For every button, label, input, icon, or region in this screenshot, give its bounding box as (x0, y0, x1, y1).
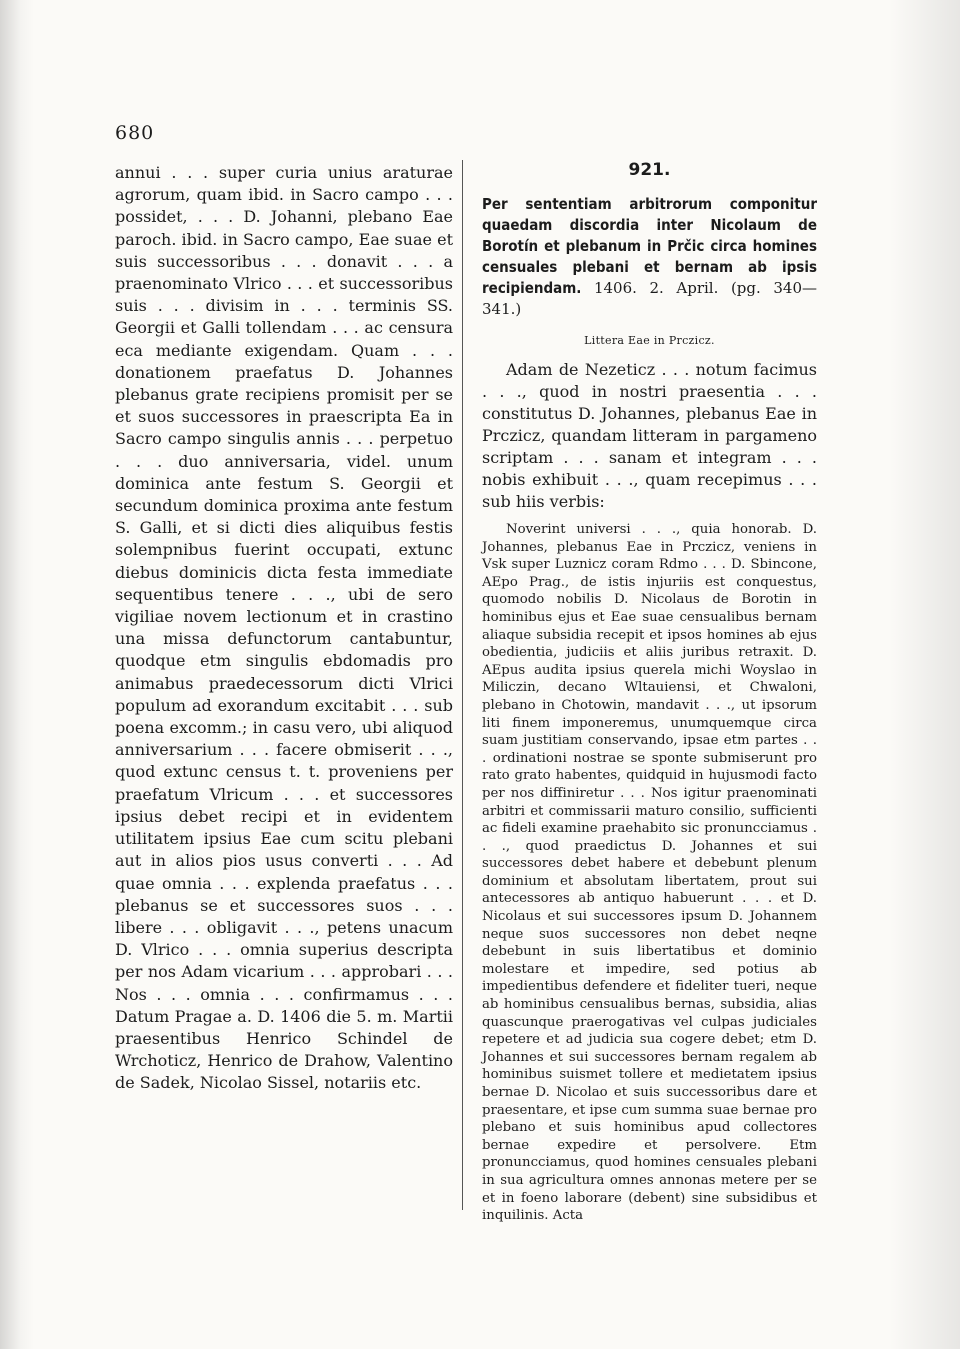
document-heading-text: Per sententiam arbitrorum componitur quaedam discordia inter Nicolaum de Borotín et plebanum in Prčic circa homines censuales plebani et bernam ab ipsis recipiendam. (482, 195, 817, 297)
right-column (482, 160, 817, 1225)
document-heading (482, 194, 817, 320)
document-number: 921. (628, 160, 671, 180)
scan-shadow-right (890, 0, 960, 1349)
document-subtitle: Littera Eae in Prczicz. (584, 334, 715, 347)
page-number: 680 (115, 122, 155, 144)
left-column-text: annui . . . super curia unius araturae agrorum, quam ibid. in Sacro campo . . . possidet, . . . D. Johanni, plebano Eae paroch. ibid. in Sacro campo, Eae suae et suis successoribus . . . donavit . . . a praenominato Vlrico . . . et successoribus suis . . . divisim in . . . terminis SS. Georgii et Galli tollendam . . . ac censura eca mediante exigendam. Quam . . . donationem praefatus D. Johannes plebanus grate recipiens promisit per se et suos successores in praescripta Ea in Sacro campo singulis annis . . . perpetuo . . . duo anniversaria, videl. unum dominica ante festum S. Georgii et secundum dominica proxima ante festum S. Galli, et si dicti dies aliquibus festis solempnibus fuerint occupati, extunc diebus dominicis dicta festa immediate sequentibus tenere . . ., ubi de sero vigiliae novem lectionum et in crastino una missa defunctorum cantabuntur, quodque etm singulis ebdomadis pro animabus praedecessorum dicti Vlrici populum ad exorandum excitabit . . . sub poena excomm.; in casu vero, ubi aliquod anniversarium . . . facere obmiserit . . ., quod extunc census t. t. proveniens per praefatum Vlricum . . . et successores ipsius debet recipi et in evidentem utilitatem ipsius Eae cum scitu plebani aut in alios pios usus converti . . . Ad quae omnia . . . explenda praefatus . . . plebanus se et successores suos . . . libere . . . obligavit . . ., petens unacum D. Vlrico . . . omnia superius descripta per nos Adam vicarium . . . approbari . . . Nos . . . omnia . . . confirmamus . . . Datum Pragae a. D. 1406 die 5. m. Martii praesentibus Henrico Schindel de Wrchoticz, Henrico de Drahow, Valentino de Sadek, Nicolao Sissel, notariis etc. (115, 163, 453, 1093)
document-body: Noverint universi . . ., quia honorab. D. Johannes, plebanus Eae in Prczicz, veniens in Vsk super Luznicz coram Rdmo . . . D. Sbincone, AEpo Prag., de istis injuriis est conquestus, quomodo nobilis D. Nicolaus de Borotin in hominibus ejus et Eae suae censualibus bernam aliaque subsidia recepit et ipsos homines ab ejus obedientia, judiciis et aliis juribus retraxit. D. AEpus audita ipsius querela michi Woyslao in Miliczin, decano Wltauiensi, et Chwaloni, plebano in Chotowin, mandavit . . ., ut ipsorum liti finem imponeremus, unumquemque circa suam justitiam conservando, ipsae etm partes . . . ordinationi nostrae se sponte submiserunt pro rato grato habentes, quidquid in hujusmodi facto per nos diffiniretur . . . Nos igitur praenominati arbitri et commissarii maturo consilio, sufficienti ac fideli examine praehabito sic pronuncciamus . . ., quod praedictus D. Johannes et sui successores debet habere et debebunt plenum dominium et absolutam libertatem, prout sui antecessores ab antiquo habuerunt . . . et D. Nicolaus et sui successores ipsum D. Johannem neque suos successores non debet neqne debebunt in suis libertatibus et dominio molestare et impedire, sed potius ab impedientibus defendere et fideliter tueri, neque ab hominibus censualibus bernas, subsidia, alias quascunque praerogativas vel culpas judiciales repetere et ad judicia sua cogere debet; etm D. Johannes et sui successores bernam regalem ab hominibus suismet tollere et medietatem ipsius bernae D. Nicolao et suis successoribus dare et praesentare, et ipse cum summa suae bernae pro plebano et suis hominibus apud collectores bernae expedire et persolvere. Etm pronuncciamus, quod homines censuales plebani in sua agricultura omnes annonas metere per se et in foeno laborare (debent) sine subsidibus et inquilinis. Acta (482, 522, 817, 1224)
scan-shadow-left (0, 0, 34, 1349)
document-date: 1406. 2. April. (pg. 340—341.) (482, 279, 818, 318)
document-intro: Adam de Nezeticz . . . notum facimus . . ., quod in nostri praesentia . . . constitutus D. Johannes, plebanus Eae in Prczicz, quandam litteram in pargameno scriptam . . . sanam et integram . . . nobis exhibuit . . ., quam recepimus . . . sub hiis verbis: (482, 360, 817, 511)
left-column (115, 162, 453, 1095)
column-divider (462, 160, 463, 1210)
